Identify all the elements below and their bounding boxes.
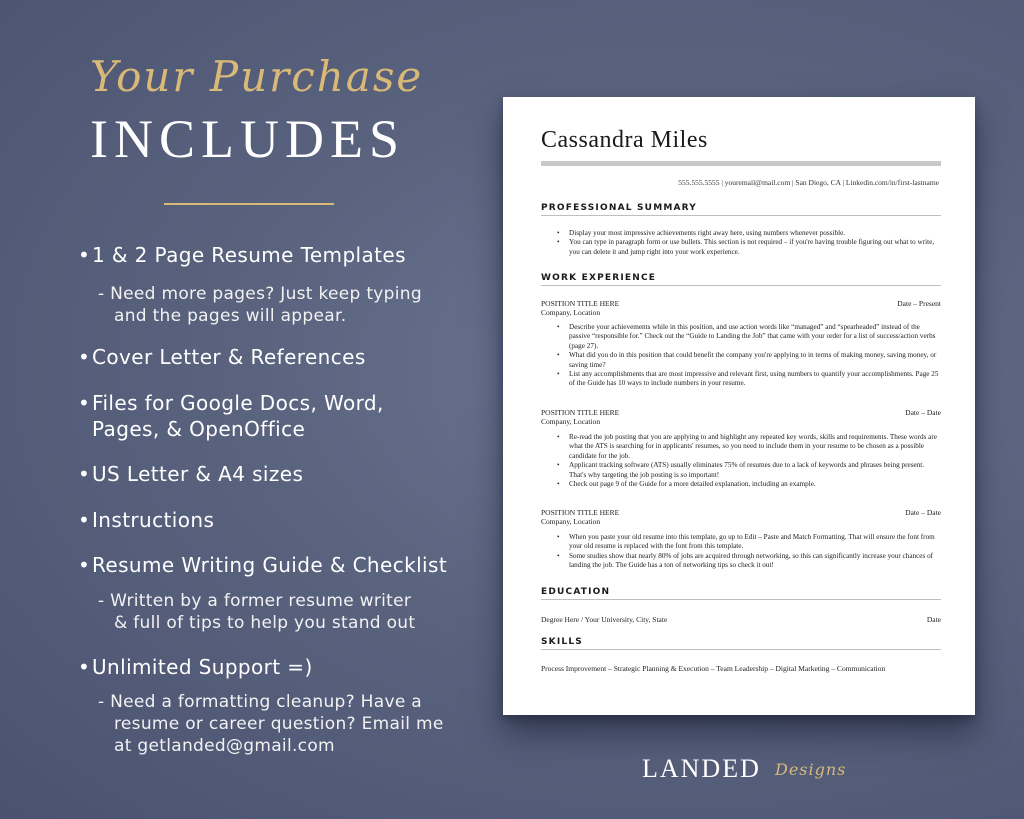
feature-sub-line: - Need a formatting cleanup? Have a xyxy=(98,692,423,712)
job-company: Company, Location xyxy=(541,517,601,526)
list-item: • Some studies show that nearly 80% of jobs are acquired through networking, so this can significantly increase your chances of landing the job. The Guide has a ton of networking tips so check it out! xyxy=(555,552,939,571)
feature-label: Resume Writing Guide & Checklist xyxy=(92,553,448,577)
section-heading-summary: PROFESSIONAL SUMMARY xyxy=(541,203,941,216)
feature-label: Instructions xyxy=(92,508,215,532)
bullet-icon: • xyxy=(78,391,91,415)
name-underline-bar xyxy=(541,161,941,166)
bullet-icon: • xyxy=(78,345,91,369)
list-item: • List any accomplishments that are most impressive and relevant first, using numbers to quantify your accomplishments. Page 25 of the Guide has 10 ways to include numbers in your resume. xyxy=(555,370,939,389)
brand-logo: LANDED xyxy=(642,754,761,783)
section-heading-skills: SKILLS xyxy=(541,637,941,650)
list-item: • Re-read the job posting that you are applying to and highlight any repeated key words, skills and requirements. These words are what the ATS is searching for in applicants' resumes, so you need to include them in your resume to be chosen as a possible candidate for the job. xyxy=(555,433,939,461)
bullet-icon: • xyxy=(78,553,91,577)
feature-item xyxy=(78,507,214,533)
job-date: Date – Date xyxy=(905,408,941,417)
feature-item xyxy=(78,654,313,680)
education-date: Date xyxy=(926,615,941,624)
list-item: • When you paste your old resume into this template, go up to Edit – Paste and Match Formatting. That will ensure the font from your old resume is replaced with the font from this template. xyxy=(555,533,939,552)
list-item: • Applicant tracking software (ATS) usually eliminates 75% of resumes due to a lack of keywords and phrases being present. That's why targeting the job posting is so important! xyxy=(555,461,939,480)
list-item: • Check out page 9 of the Guide for a more detailed explanation, including an example. xyxy=(555,480,939,489)
job-header xyxy=(541,508,941,526)
bullet-icon: • xyxy=(78,243,91,267)
summary-list xyxy=(555,229,939,257)
feature-sub-line: and the pages will appear. xyxy=(114,306,347,326)
job-header xyxy=(541,408,941,426)
feature-item xyxy=(78,344,366,370)
feature-item xyxy=(78,242,406,268)
skills-text: Process Improvement – Strategic Planning & Execution – Team Leadership – Digital Marketing – Communication xyxy=(541,664,886,673)
job-title: POSITION TITLE HERE xyxy=(541,408,620,417)
job-bullets xyxy=(555,323,939,389)
script-title: Your Purchase xyxy=(90,52,424,101)
feature-label-continued: Pages, & OpenOffice xyxy=(92,417,306,441)
bullet-icon: • xyxy=(78,508,91,532)
job-header xyxy=(541,299,941,317)
skills-line xyxy=(541,664,941,673)
resume-name: Cassandra Miles xyxy=(541,127,708,153)
job-company: Company, Location xyxy=(541,417,601,426)
feature-label: US Letter & A4 sizes xyxy=(92,462,304,486)
feature-label: Unlimited Support =) xyxy=(92,655,313,679)
page-title: INCLUDES xyxy=(90,109,405,169)
feature-sub-line: at getlanded@gmail.com xyxy=(114,736,335,756)
brand-logo-script: Designs xyxy=(775,760,847,779)
gold-divider xyxy=(164,203,334,205)
feature-sub-line: - Need more pages? Just keep typing xyxy=(98,284,422,304)
list-item: • You can type in paragraph form or use bullets. This section is not required – if you're having trouble figuring out what to write, you can delete it and jump right into your work experience. xyxy=(555,238,939,257)
features-panel xyxy=(0,0,490,819)
job-title: POSITION TITLE HERE xyxy=(541,508,620,517)
feature-label: Files for Google Docs, Word, xyxy=(92,391,384,415)
list-item: • Describe your achievements while in this position, and use action words like “managed” and “spearheaded” instead of the passive “responsible for.” Check out the “Guide to Landing the Job” that came with your order for a list of success/action verbs (page 27). xyxy=(555,323,939,351)
resume-contact: 555.555.5555 | youremail@mail.com | San Diego, CA | Linkedin.com/in/first-lastname xyxy=(678,178,939,187)
job-date: Date – Present xyxy=(897,299,941,308)
feature-item xyxy=(78,461,303,487)
job-date: Date – Date xyxy=(905,508,941,517)
list-item: • Display your most impressive achievements right away here, using numbers whenever possible. xyxy=(555,229,939,238)
feature-label: Cover Letter & References xyxy=(92,345,366,369)
feature-sub-line: resume or career question? Email me xyxy=(114,714,444,734)
job-title: POSITION TITLE HERE xyxy=(541,299,620,308)
job-company: Company, Location xyxy=(541,308,601,317)
education-degree: Degree Here / Your University, City, State xyxy=(541,615,668,624)
bullet-icon: • xyxy=(78,462,91,486)
section-heading-education: EDUCATION xyxy=(541,587,941,600)
section-heading-work: WORK EXPERIENCE xyxy=(541,273,941,286)
feature-item xyxy=(78,390,384,416)
feature-label: 1 & 2 Page Resume Templates xyxy=(92,243,406,267)
education-line xyxy=(541,615,941,624)
bullet-icon: • xyxy=(78,655,91,679)
resume-preview xyxy=(503,97,975,715)
feature-item xyxy=(78,552,447,578)
feature-sub-line: - Written by a former resume writer xyxy=(98,591,412,611)
job-bullets xyxy=(555,433,939,489)
job-bullets xyxy=(555,533,939,571)
list-item: • What did you do in this position that could benefit the company you're applying to in terms of making money, saving money, or saving time? xyxy=(555,351,939,370)
feature-sub-line: & full of tips to help you stand out xyxy=(114,613,416,633)
